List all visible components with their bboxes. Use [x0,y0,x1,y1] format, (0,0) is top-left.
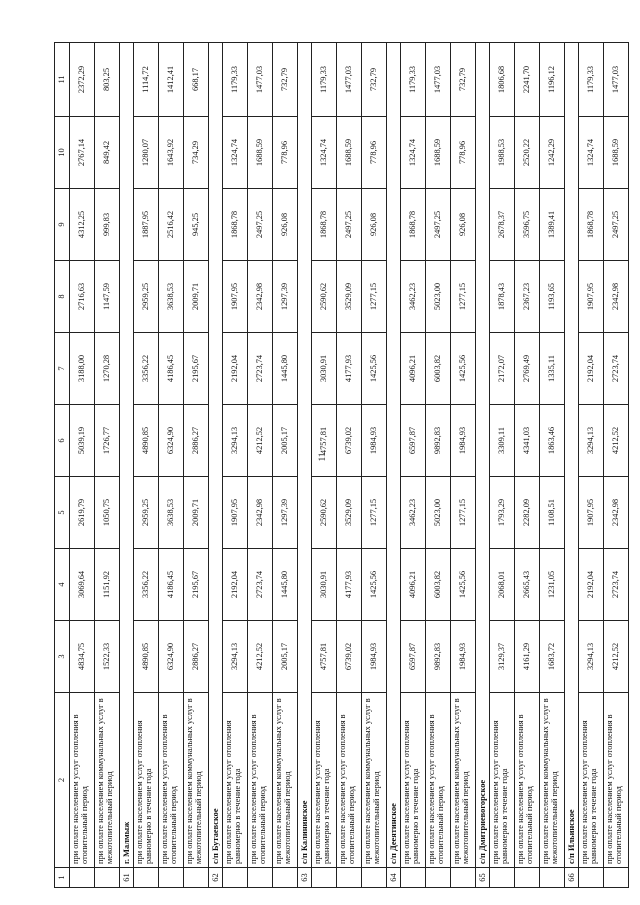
value-cell: 6739,02 [336,405,361,477]
value-cell: 778,96 [272,117,297,189]
value-cell: 1297,39 [272,477,297,549]
value-cell: 1688,59 [603,117,628,189]
table-row [94,43,119,888]
value-cell: 2716,63 [70,261,95,333]
value-cell: 1863,46 [539,405,564,477]
value-cell: 1242,29 [539,117,564,189]
row-number: 61 [119,868,133,888]
value-cell: 3069,64 [70,549,95,621]
value-cell: 2192,04 [223,549,248,621]
value-cell: 1868,78 [401,189,426,261]
value-cell: 1907,95 [223,477,248,549]
header-cell: 9 [55,189,70,261]
settlement-title: с/п Бутаевское [208,43,222,868]
value-cell: 1806,68 [489,43,514,117]
settlement-title: г. Малмыж [119,43,133,868]
row-number: 66 [564,868,578,888]
value-cell: 2342,98 [247,261,272,333]
value-cell: 4212,52 [247,405,272,477]
value-cell: 6597,87 [401,621,426,693]
value-cell: 1412,41 [158,43,183,117]
value-cell: 3596,75 [514,189,539,261]
value-cell: 4177,93 [336,549,361,621]
row-number [450,868,475,888]
value-cell: 1147,59 [94,261,119,333]
value-cell: 2886,27 [183,405,208,477]
header-row [55,43,70,888]
value-cell: 2009,71 [183,261,208,333]
row-number [272,868,297,888]
header-cell: 8 [55,261,70,333]
value-cell: 1389,41 [539,189,564,261]
value-cell: 1984,93 [450,621,475,693]
value-cell: 2769,49 [514,333,539,405]
value-cell: 2342,98 [603,477,628,549]
value-cell: 3294,13 [578,621,603,693]
row-number [514,868,539,888]
value-cell: 5039,19 [70,405,95,477]
value-cell: 2767,14 [70,117,95,189]
row-label: при оплате населением услуг отопления равномерно в течение года [223,693,248,868]
value-cell: 2723,74 [247,549,272,621]
row-number [134,868,159,888]
table-row [223,43,248,888]
value-cell: 4212,52 [603,621,628,693]
row-number [425,868,450,888]
value-cell: 1688,59 [425,117,450,189]
value-cell: 4312,25 [70,189,95,261]
value-cell: 926,08 [272,189,297,261]
header-cell: 10 [55,117,70,189]
value-cell: 9892,83 [425,621,450,693]
table-row [272,43,297,888]
value-cell: 2282,09 [514,477,539,549]
settlement-row [475,43,489,888]
value-cell: 1114,72 [134,43,159,117]
value-cell: 2959,25 [134,261,159,333]
value-cell: 1324,74 [401,117,426,189]
value-cell: 1868,78 [312,189,337,261]
value-cell: 1193,65 [539,261,564,333]
row-label: при оплате населением услуг отопления равномерно в течение года [578,693,603,868]
value-cell: 2590,62 [312,261,337,333]
value-cell: 4096,21 [401,549,426,621]
value-cell: 1726,77 [94,405,119,477]
value-cell: 3462,23 [401,477,426,549]
value-cell: 732,79 [272,43,297,117]
value-cell: 2497,25 [425,189,450,261]
value-cell: 1425,56 [361,549,386,621]
value-cell: 1280,07 [134,117,159,189]
row-number: 64 [386,868,400,888]
row-label: при оплате населением коммунальных услуг в межотопительный период [361,693,386,868]
tariff-table [54,42,629,888]
value-cell: 1108,51 [539,477,564,549]
value-cell: 3638,53 [158,261,183,333]
header-cell: 3 [55,621,70,693]
value-cell: 778,96 [450,117,475,189]
row-number [361,868,386,888]
row-label: при оплате населением коммунальных услуг в межотопительный период [94,693,119,868]
row-number: 62 [208,868,222,888]
row-label: при оплате населением услуг отопления в отопительный период [603,693,628,868]
value-cell: 2195,67 [183,333,208,405]
value-cell: 3309,11 [489,405,514,477]
row-number [401,868,426,888]
value-cell: 4212,52 [247,621,272,693]
settlement-row [564,43,578,888]
value-cell: 2723,74 [603,333,628,405]
value-cell: 1477,03 [425,43,450,117]
value-cell: 778,96 [361,117,386,189]
value-cell: 2192,04 [578,549,603,621]
value-cell: 1868,78 [223,189,248,261]
value-cell: 3529,09 [336,477,361,549]
value-cell: 2665,43 [514,549,539,621]
value-cell: 926,08 [361,189,386,261]
table-row [70,43,95,888]
value-cell: 2342,98 [247,477,272,549]
value-cell: 2372,29 [70,43,95,117]
header-cell: 4 [55,549,70,621]
table-row [134,43,159,888]
value-cell: 2516,42 [158,189,183,261]
value-cell: 1324,74 [578,117,603,189]
header-cell: 11 [55,43,70,117]
value-cell: 2241,70 [514,43,539,117]
value-cell: 734,29 [183,117,208,189]
settlement-row [119,43,133,888]
value-cell: 5023,00 [425,261,450,333]
row-number: 65 [475,868,489,888]
value-cell: 1984,93 [361,405,386,477]
table-row [539,43,564,888]
value-cell: 3294,13 [223,621,248,693]
row-label: при оплате населением услуг отопления в отопительный период [425,693,450,868]
value-cell: 4186,45 [158,333,183,405]
value-cell: 6324,90 [158,621,183,693]
value-cell: 2723,74 [247,333,272,405]
value-cell: 1270,28 [94,333,119,405]
value-cell: 3030,91 [312,549,337,621]
row-label: при оплате населением коммунальных услуг в межотопительный период [183,693,208,868]
value-cell: 1688,59 [336,117,361,189]
settlement-row [386,43,400,888]
value-cell: 1179,33 [312,43,337,117]
value-cell: 2520,22 [514,117,539,189]
value-cell: 1477,03 [336,43,361,117]
rotated-page [54,43,629,888]
value-cell: 668,17 [183,43,208,117]
value-cell: 6324,90 [158,405,183,477]
value-cell: 2367,23 [514,261,539,333]
value-cell: 2005,17 [272,621,297,693]
value-cell: 1277,15 [450,477,475,549]
value-cell: 4161,29 [514,621,539,693]
value-cell: 3294,13 [578,405,603,477]
value-cell: 1297,39 [272,261,297,333]
table-row [603,43,628,888]
value-cell: 3529,09 [336,261,361,333]
row-number [603,868,628,888]
value-cell: 2497,25 [247,189,272,261]
value-cell: 945,25 [183,189,208,261]
value-cell: 2342,98 [603,261,628,333]
row-label: при оплате населением услуг отопления равномерно в течение года [312,693,337,868]
table-row [361,43,386,888]
value-cell: 1878,43 [489,261,514,333]
value-cell: 4341,03 [514,405,539,477]
value-cell: 3030,91 [312,333,337,405]
value-cell: 3294,13 [223,405,248,477]
value-cell: 1277,15 [361,477,386,549]
row-label: при оплате населением услуг отопления в отопительный период [158,693,183,868]
value-cell: 2192,04 [223,333,248,405]
value-cell: 4834,75 [70,621,95,693]
value-cell: 6739,02 [336,621,361,693]
value-cell: 1179,33 [578,43,603,117]
value-cell: 1988,53 [489,117,514,189]
row-label: при оплате населением услуг отопления в отопительный период [336,693,361,868]
row-label: при оплате населением услуг отопления в отопительный период [514,693,539,868]
header-cell: 7 [55,333,70,405]
value-cell: 1425,56 [361,333,386,405]
row-label: при оплате населением услуг отопления равномерно в течение года [401,693,426,868]
value-cell: 1151,92 [94,549,119,621]
value-cell: 1324,74 [223,117,248,189]
value-cell: 1196,12 [539,43,564,117]
value-cell: 2195,67 [183,549,208,621]
value-cell: 1324,74 [312,117,337,189]
value-cell: 2172,07 [489,333,514,405]
table-row [312,43,337,888]
value-cell: 1445,80 [272,333,297,405]
table-row [425,43,450,888]
value-cell: 4757,81 [312,621,337,693]
row-label: при оплате населением услуг отопления равномерно в течение года [489,693,514,868]
value-cell: 4890,85 [134,405,159,477]
row-number [489,868,514,888]
value-cell: 1179,33 [223,43,248,117]
settlement-title: с/п Дмитриевогорское [475,43,489,868]
row-number [312,868,337,888]
header-cell: 2 [55,693,70,868]
row-number [578,868,603,888]
value-cell: 2009,71 [183,477,208,549]
value-cell: 1984,93 [450,405,475,477]
page-number: 11 [317,452,327,462]
settlement-title: с/п Дееятинское [386,43,400,868]
value-cell: 1050,75 [94,477,119,549]
table-row [514,43,539,888]
value-cell: 2678,37 [489,189,514,261]
value-cell: 1522,33 [94,621,119,693]
value-cell: 1907,95 [578,261,603,333]
value-cell: 1277,15 [361,261,386,333]
value-cell: 1887,95 [134,189,159,261]
value-cell: 2590,62 [312,477,337,549]
value-cell: 6597,87 [401,405,426,477]
row-label: при оплате населением коммунальных услуг в межотопительный период [450,693,475,868]
value-cell: 2497,25 [336,189,361,261]
value-cell: 3462,23 [401,261,426,333]
row-label: при оплате населением услуг отопления равномерно в течение года [134,693,159,868]
value-cell: 1907,95 [578,477,603,549]
value-cell: 4757,81 [312,405,337,477]
row-label: при оплате населением услуг отопления в отопительный период [247,693,272,868]
value-cell: 1231,05 [539,549,564,621]
value-cell: 1277,15 [450,261,475,333]
header-cell: 5 [55,477,70,549]
table-row [450,43,475,888]
value-cell: 4890,85 [134,621,159,693]
value-cell: 4177,93 [336,333,361,405]
settlement-row [297,43,311,888]
value-cell: 926,08 [450,189,475,261]
row-number [223,868,248,888]
value-cell: 1477,03 [603,43,628,117]
value-cell: 6003,82 [425,333,450,405]
value-cell: 4096,21 [401,333,426,405]
row-number [336,868,361,888]
value-cell: 1907,95 [223,261,248,333]
value-cell: 4212,52 [603,405,628,477]
row-number [247,868,272,888]
value-cell: 2619,79 [70,477,95,549]
value-cell: 1179,33 [401,43,426,117]
value-cell: 1425,56 [450,549,475,621]
table-row [336,43,361,888]
value-cell: 4186,45 [158,549,183,621]
value-cell: 1643,92 [158,117,183,189]
value-cell: 2959,25 [134,477,159,549]
value-cell: 9892,83 [425,405,450,477]
value-cell: 1984,93 [361,621,386,693]
row-number [183,868,208,888]
value-cell: 1425,56 [450,333,475,405]
value-cell: 1688,59 [247,117,272,189]
value-cell: 6003,82 [425,549,450,621]
settlement-row [208,43,222,888]
value-cell: 1335,11 [539,333,564,405]
value-cell: 803,25 [94,43,119,117]
value-cell: 1793,29 [489,477,514,549]
value-cell: 1477,03 [247,43,272,117]
value-cell: 5023,00 [425,477,450,549]
value-cell: 2005,17 [272,405,297,477]
value-cell: 2192,04 [578,333,603,405]
value-cell: 849,42 [94,117,119,189]
value-cell: 3356,22 [134,333,159,405]
value-cell: 999,83 [94,189,119,261]
table-row [578,43,603,888]
settlement-title: с/п Калининское [297,43,311,868]
row-number [94,868,119,888]
header-cell: 1 [55,868,70,888]
value-cell: 732,79 [361,43,386,117]
row-label: при оплате населением коммунальных услуг в межотопительный период [539,693,564,868]
row-label: при оплате населением коммунальных услуг в межотопительный период [272,693,297,868]
value-cell: 3356,22 [134,549,159,621]
value-cell: 2723,74 [603,549,628,621]
row-number [158,868,183,888]
row-number: 63 [297,868,311,888]
value-cell: 2068,01 [489,549,514,621]
value-cell: 3638,53 [158,477,183,549]
value-cell: 1445,80 [272,549,297,621]
row-number [539,868,564,888]
table-row [489,43,514,888]
value-cell: 2497,25 [603,189,628,261]
table-row [183,43,208,888]
table-row [247,43,272,888]
row-number [70,868,95,888]
value-cell: 732,79 [450,43,475,117]
header-cell: 6 [55,405,70,477]
table-row [401,43,426,888]
table-row [158,43,183,888]
value-cell: 2886,27 [183,621,208,693]
value-cell: 1683,72 [539,621,564,693]
value-cell: 3188,00 [70,333,95,405]
settlement-title: с/п Ильинское [564,43,578,868]
value-cell: 1868,78 [578,189,603,261]
value-cell: 3129,37 [489,621,514,693]
row-label: при оплате населением услуг отопления в отопительный период [70,693,95,868]
